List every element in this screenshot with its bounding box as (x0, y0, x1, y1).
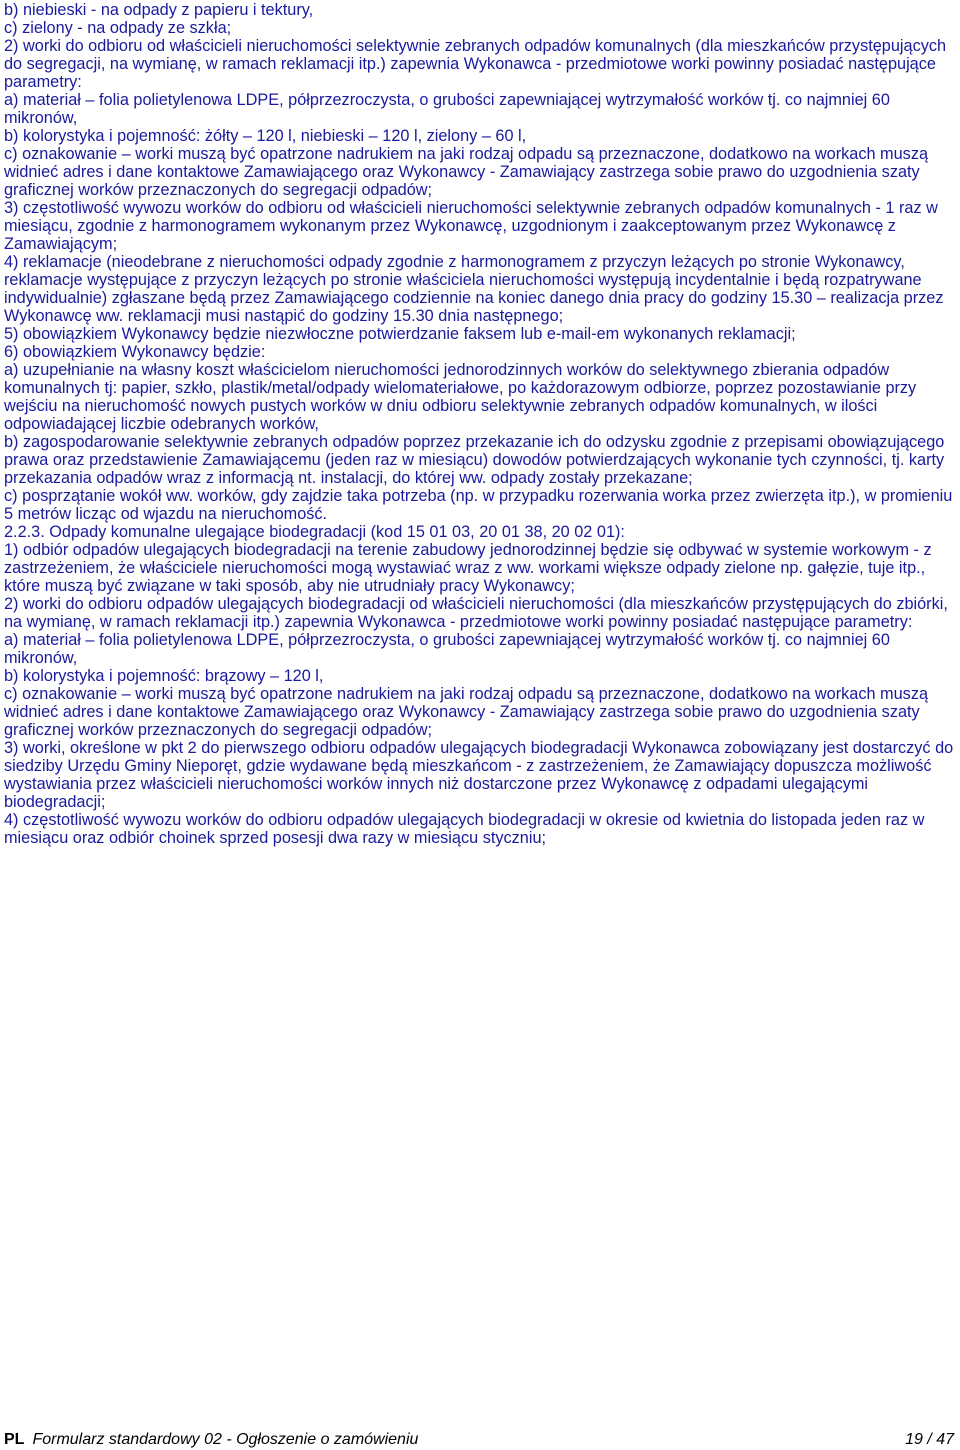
paragraph: c) oznakowanie – worki muszą być opatrzone nadrukiem na jaki rodzaj odpadu są przeznaczone, dodatkowo na workach muszą widnieć adres i dane kontaktowe Zamawiającego oraz Wykonawcy - Zamawiający zastrzega sobie prawo do uzgodnienia szaty graficznej worków przeznaczonych do segregacji odpadów; (4, 145, 929, 199)
paragraph: 1) odbiór odpadów ulegających biodegradacji na terenie zabudowy jednorodzinnej będzie się odbywać w systemie workowym - z zastrzeżeniem, że właściciele nieruchomości mogą wystawiać wraz z ww. workami większe odpady zielone np. gałęzie, tuje itp., które muszą być związane w taki sposób, aby nie utrudniały pracy Wykonawcy; (4, 541, 932, 595)
paragraph: b) kolorystyka i pojemność: żółty – 120 l, niebieski – 120 l, zielony – 60 l, (4, 127, 527, 145)
paragraph: 3) worki, określone w pkt 2 do pierwszego odbioru odpadów ulegających biodegradacji Wykonawca zobowiązany jest dostarczyć do siedziby Urzędu Gminy Nieporęt, gdzie wydawane będą mieszkańcom - z zastrzeżeniem, że Zamawiający dopuszcza możliwość wystawiania przez właścicieli nieruchomości worków innych niż dostarczone przez Wykonawcę z odpadami ulegającymi biodegradacji; (4, 739, 954, 811)
paragraph: 2) worki do odbioru od właścicieli nieruchomości selektywnie zebranych odpadów komunalnych (dla mieszkańców przystępujących do segregacji, na wymianę, w ramach reklamacji itp.) zapewnia Wykonawca - przedmiotowe worki powinny posiadać następujące parametry: (4, 37, 947, 91)
paragraph: b) niebieski - na odpady z papieru i tektury, (4, 1, 314, 19)
page-footer (4, 1430, 956, 1450)
paragraph: 5) obowiązkiem Wykonawcy będzie niezwłoczne potwierdzanie faksem lub e-mail-em wykonanych reklamacji; (4, 325, 796, 343)
paragraph: 2) worki do odbioru odpadów ulegających biodegradacji od właścicieli nieruchomości (dla mieszkańców przystępujących do zbiórki, na wymianę, w ramach reklamacji itp.) zapewnia Wykonawca - przedmiotowe worki powinny posiadać następujące parametry: (4, 595, 948, 631)
section-heading: 2.2.3. Odpady komunalne ulegające biodegradacji (kod 15 01 03, 20 01 38, 20 02 01): (4, 523, 625, 541)
paragraph: c) oznakowanie – worki muszą być opatrzone nadrukiem na jaki rodzaj odpadu są przeznaczone, dodatkowo na workach muszą widnieć adres i dane kontaktowe Zamawiającego oraz Wykonawcy - Zamawiający zastrzega sobie prawo do uzgodnienia szaty graficznej worków przeznaczonych do segregacji odpadów; (4, 685, 929, 739)
document-body (4, 1, 956, 847)
paragraph: a) materiał – folia polietylenowa LDPE, półprzezroczysta, o grubości zapewniającej wytrzymałość worków tj. co najmniej 60 mikronów, (4, 631, 890, 667)
paragraph: b) kolorystyka i pojemność: brązowy – 120 l, (4, 667, 324, 685)
footer-language: PL (4, 1431, 25, 1448)
footer-page-number: 19 / 47 (905, 1431, 954, 1448)
paragraph: 3) częstotliwość wywozu worków do odbioru od właścicieli nieruchomości selektywnie zebranych odpadów komunalnych - 1 raz w miesiącu, zgodnie z harmonogramem wykonanym przez Wykonawcę, uzgodnionym i zaakceptowanym przez Wykonawcę z Zamawiającym; (4, 199, 938, 253)
paragraph: 4) częstotliwość wywozu worków do odbioru odpadów ulegających biodegradacji w okresie od kwietnia do listopada jeden raz w miesiącu oraz odbiór choinek sprzed posesji dwa razy w miesiącu styczniu; (4, 811, 925, 847)
paragraph: 6) obowiązkiem Wykonawcy będzie: (4, 343, 266, 361)
paragraph: a) uzupełnianie na własny koszt właścicielom nieruchomości jednorodzinnych worków do selektywnego zbierania odpadów komunalnych tj: papier, szkło, plastik/metal/odpady wielomateriałowe, po każdorazowym odbiorze, poprzez pozostawianie przy wejściu na nieruchomość nowych pustych worków w dniu odbioru selektywnie zebranych odpadów komunalnych, w ilości odpowiadającej liczbie odebranych worków, (4, 361, 917, 433)
footer-form-title: Formularz standardowy 02 - Ogłoszenie o zamówieniu (32, 1431, 419, 1448)
paragraph: c) zielony - na odpady ze szkła; (4, 19, 232, 37)
paragraph: 4) reklamacje (nieodebrane z nieruchomości odpady zgodnie z harmonogramem z przyczyn leżących po stronie Wykonawcy, reklamacje występujące z przyczyn leżących po stronie właściciela nieruchomości występują incydentalnie i będą rozpatrywane indywidualnie) zgłaszane będą przez Zamawiającego codziennie na koniec danego dnia pracy do godziny 15.30 – realizacja przez Wykonawcę ww. reklamacji musi nastąpić do godziny 15.30 dnia następnego; (4, 253, 944, 325)
paragraph: a) materiał – folia polietylenowa LDPE, półprzezroczysta, o grubości zapewniającej wytrzymałość worków tj. co najmniej 60 mikronów, (4, 91, 890, 127)
paragraph: b) zagospodarowanie selektywnie zebranych odpadów poprzez przekazanie ich do odzysku zgodnie z przepisami obowiązującego prawa oraz przedstawienie Zamawiającemu (jeden raz w miesiącu) dowodów potwierdzających wykonanie tych czynności, tj. karty przekazania odpadów wraz z informacją nt. instalacji, do której ww. odpady zostały przekazane; (4, 433, 945, 487)
paragraph: c) posprzątanie wokół ww. worków, gdy zajdzie taka potrzeba (np. w przypadku rozerwania worka przez zwierzęta itp.), w promieniu 5 metrów licząc od wjazdu na nieruchomość. (4, 487, 953, 523)
